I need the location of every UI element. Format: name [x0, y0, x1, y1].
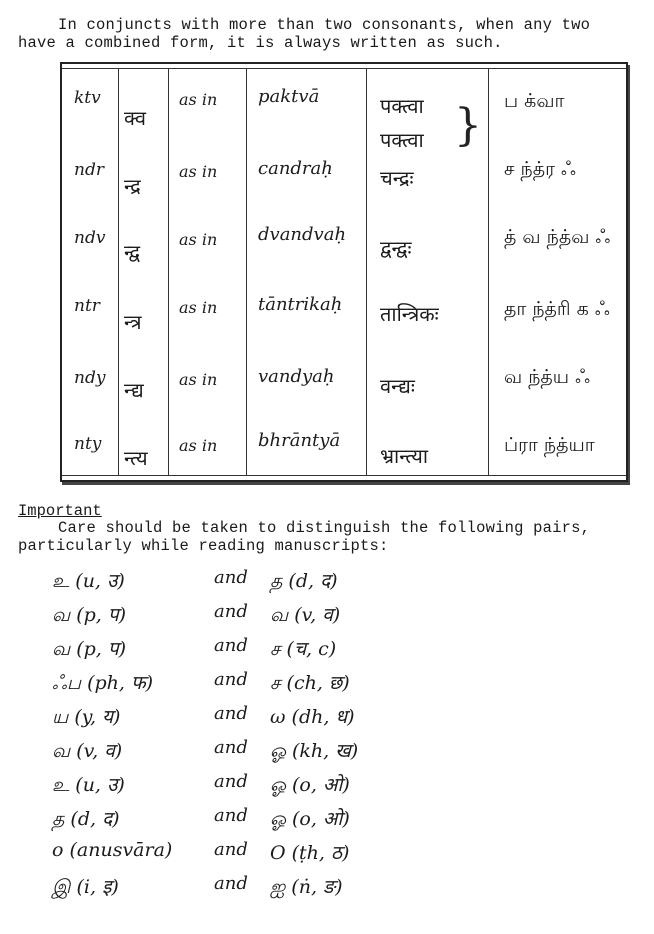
pair-left: வ (p, प) — [52, 638, 127, 660]
pair-and: and — [214, 601, 248, 622]
pair-left: ஃப (ph, फ) — [52, 672, 154, 694]
example-word: tāntrikaḥ — [258, 294, 343, 315]
pair-and: and — [214, 567, 248, 588]
list-item — [52, 563, 472, 597]
pair-left: வ (p, प) — [52, 604, 127, 626]
example-word: candraḥ — [258, 158, 333, 179]
pair-right: ஐ (ṅ, ङ) — [270, 876, 343, 898]
pair-left: o (anusvāra) — [52, 839, 173, 861]
table-row — [62, 358, 626, 426]
table-row — [62, 216, 626, 284]
as-in-label: as in — [179, 162, 218, 181]
cluster-label: nty — [74, 434, 102, 454]
devanagari-conjunct: न्द्र — [124, 174, 141, 198]
pair-right: ஓ (kh, ख) — [270, 740, 359, 762]
pair-and: and — [214, 703, 248, 724]
example-word: dvandvaḥ — [258, 224, 347, 245]
list-item — [52, 869, 472, 903]
grantha-word: தா ந்த்ரி க ஃ — [504, 298, 610, 320]
list-item — [52, 597, 472, 631]
pair-and: and — [214, 669, 248, 690]
pair-right: த (d, द) — [270, 570, 338, 592]
pair-right: வ (v, व) — [270, 604, 341, 626]
intro-line-1: In conjuncts with more than two consonants, when any two — [58, 16, 591, 34]
devanagari-word: तान्त्रिकः — [380, 302, 439, 326]
grantha-word: ச ந்த்ர ஃ — [504, 158, 576, 180]
pair-and: and — [214, 805, 248, 826]
pair-right: ஓ (o, ओ) — [270, 774, 350, 796]
important-heading: Important — [18, 502, 102, 520]
confusable-pairs-list — [52, 563, 472, 903]
grantha-word: ப்ரா ந்த்யா — [504, 434, 595, 456]
care-line-2: particularly while reading manuscripts: — [18, 537, 389, 555]
grantha-word: த் வ ந்த்வ ஃ — [504, 226, 611, 248]
pair-right: ω (dh, ध) — [270, 706, 355, 728]
devanagari-word-alt: पक्त्वा — [380, 128, 424, 152]
table-row — [62, 422, 626, 490]
cluster-label: ndr — [74, 160, 104, 180]
devanagari-word: पक्त्वा — [380, 94, 424, 118]
pair-and: and — [214, 635, 248, 656]
as-in-label: as in — [179, 370, 218, 389]
devanagari-word: चन्द्रः — [380, 166, 414, 190]
intro-line-2: have a combined form, it is always written as such. — [18, 34, 503, 52]
list-item — [52, 699, 472, 733]
devanagari-conjunct: क्व — [124, 106, 147, 130]
list-item — [52, 801, 472, 835]
cluster-label: ndv — [74, 228, 106, 248]
pair-left: ய (y, य) — [52, 706, 121, 728]
table-row — [62, 150, 626, 218]
devanagari-conjunct: न्द्य — [124, 378, 144, 402]
pair-and: and — [214, 873, 248, 894]
pair-and: and — [214, 839, 248, 860]
as-in-label: as in — [179, 436, 218, 455]
list-item — [52, 733, 472, 767]
pair-right: ச (ch, छ) — [270, 672, 350, 694]
care-line-1: Care should be taken to distinguish the following pairs, — [58, 519, 591, 537]
example-word: paktvā — [258, 86, 320, 107]
table-row — [62, 78, 626, 152]
as-in-label: as in — [179, 90, 218, 109]
cluster-label: ktv — [74, 88, 101, 108]
list-item — [52, 767, 472, 801]
pair-left: இ (i, इ) — [52, 876, 119, 898]
list-item — [52, 665, 472, 699]
cluster-label: ndy — [74, 368, 106, 388]
intro-paragraph — [18, 16, 638, 52]
pair-right: ஓ (o, ओ) — [270, 808, 350, 830]
brace-symbol: } — [454, 100, 482, 151]
pair-left: உ (u, उ) — [52, 774, 125, 796]
table-inner-top-rule — [62, 68, 626, 69]
grantha-word: வ ந்த்ய ஃ — [504, 366, 591, 388]
as-in-label: as in — [179, 298, 218, 317]
list-item — [52, 835, 472, 869]
pair-left: வ (v, व) — [52, 740, 123, 762]
pair-left: உ (u, उ) — [52, 570, 125, 592]
devanagari-word: द्वन्द्वः — [380, 236, 412, 260]
table-row — [62, 286, 626, 354]
conjunct-table — [60, 62, 628, 482]
devanagari-conjunct: न्त्र — [124, 310, 142, 334]
devanagari-word: भ्रान्त्या — [380, 444, 428, 468]
grantha-word: ப க்வா — [504, 90, 565, 112]
list-item — [52, 631, 472, 665]
example-word: vandyaḥ — [258, 366, 335, 387]
care-paragraph — [18, 519, 648, 555]
pair-and: and — [214, 737, 248, 758]
pair-left: த (d, द) — [52, 808, 120, 830]
as-in-label: as in — [179, 230, 218, 249]
cluster-label: ntr — [74, 296, 100, 316]
pair-right: O (ṭh, ठ) — [270, 842, 350, 864]
devanagari-conjunct: न्त्य — [124, 446, 148, 470]
example-word: bhrāntyā — [258, 430, 341, 451]
devanagari-word: वन्द्यः — [380, 374, 415, 398]
devanagari-conjunct: न्द्व — [124, 240, 140, 264]
pair-and: and — [214, 771, 248, 792]
pair-right: ச (च, c) — [270, 638, 337, 660]
